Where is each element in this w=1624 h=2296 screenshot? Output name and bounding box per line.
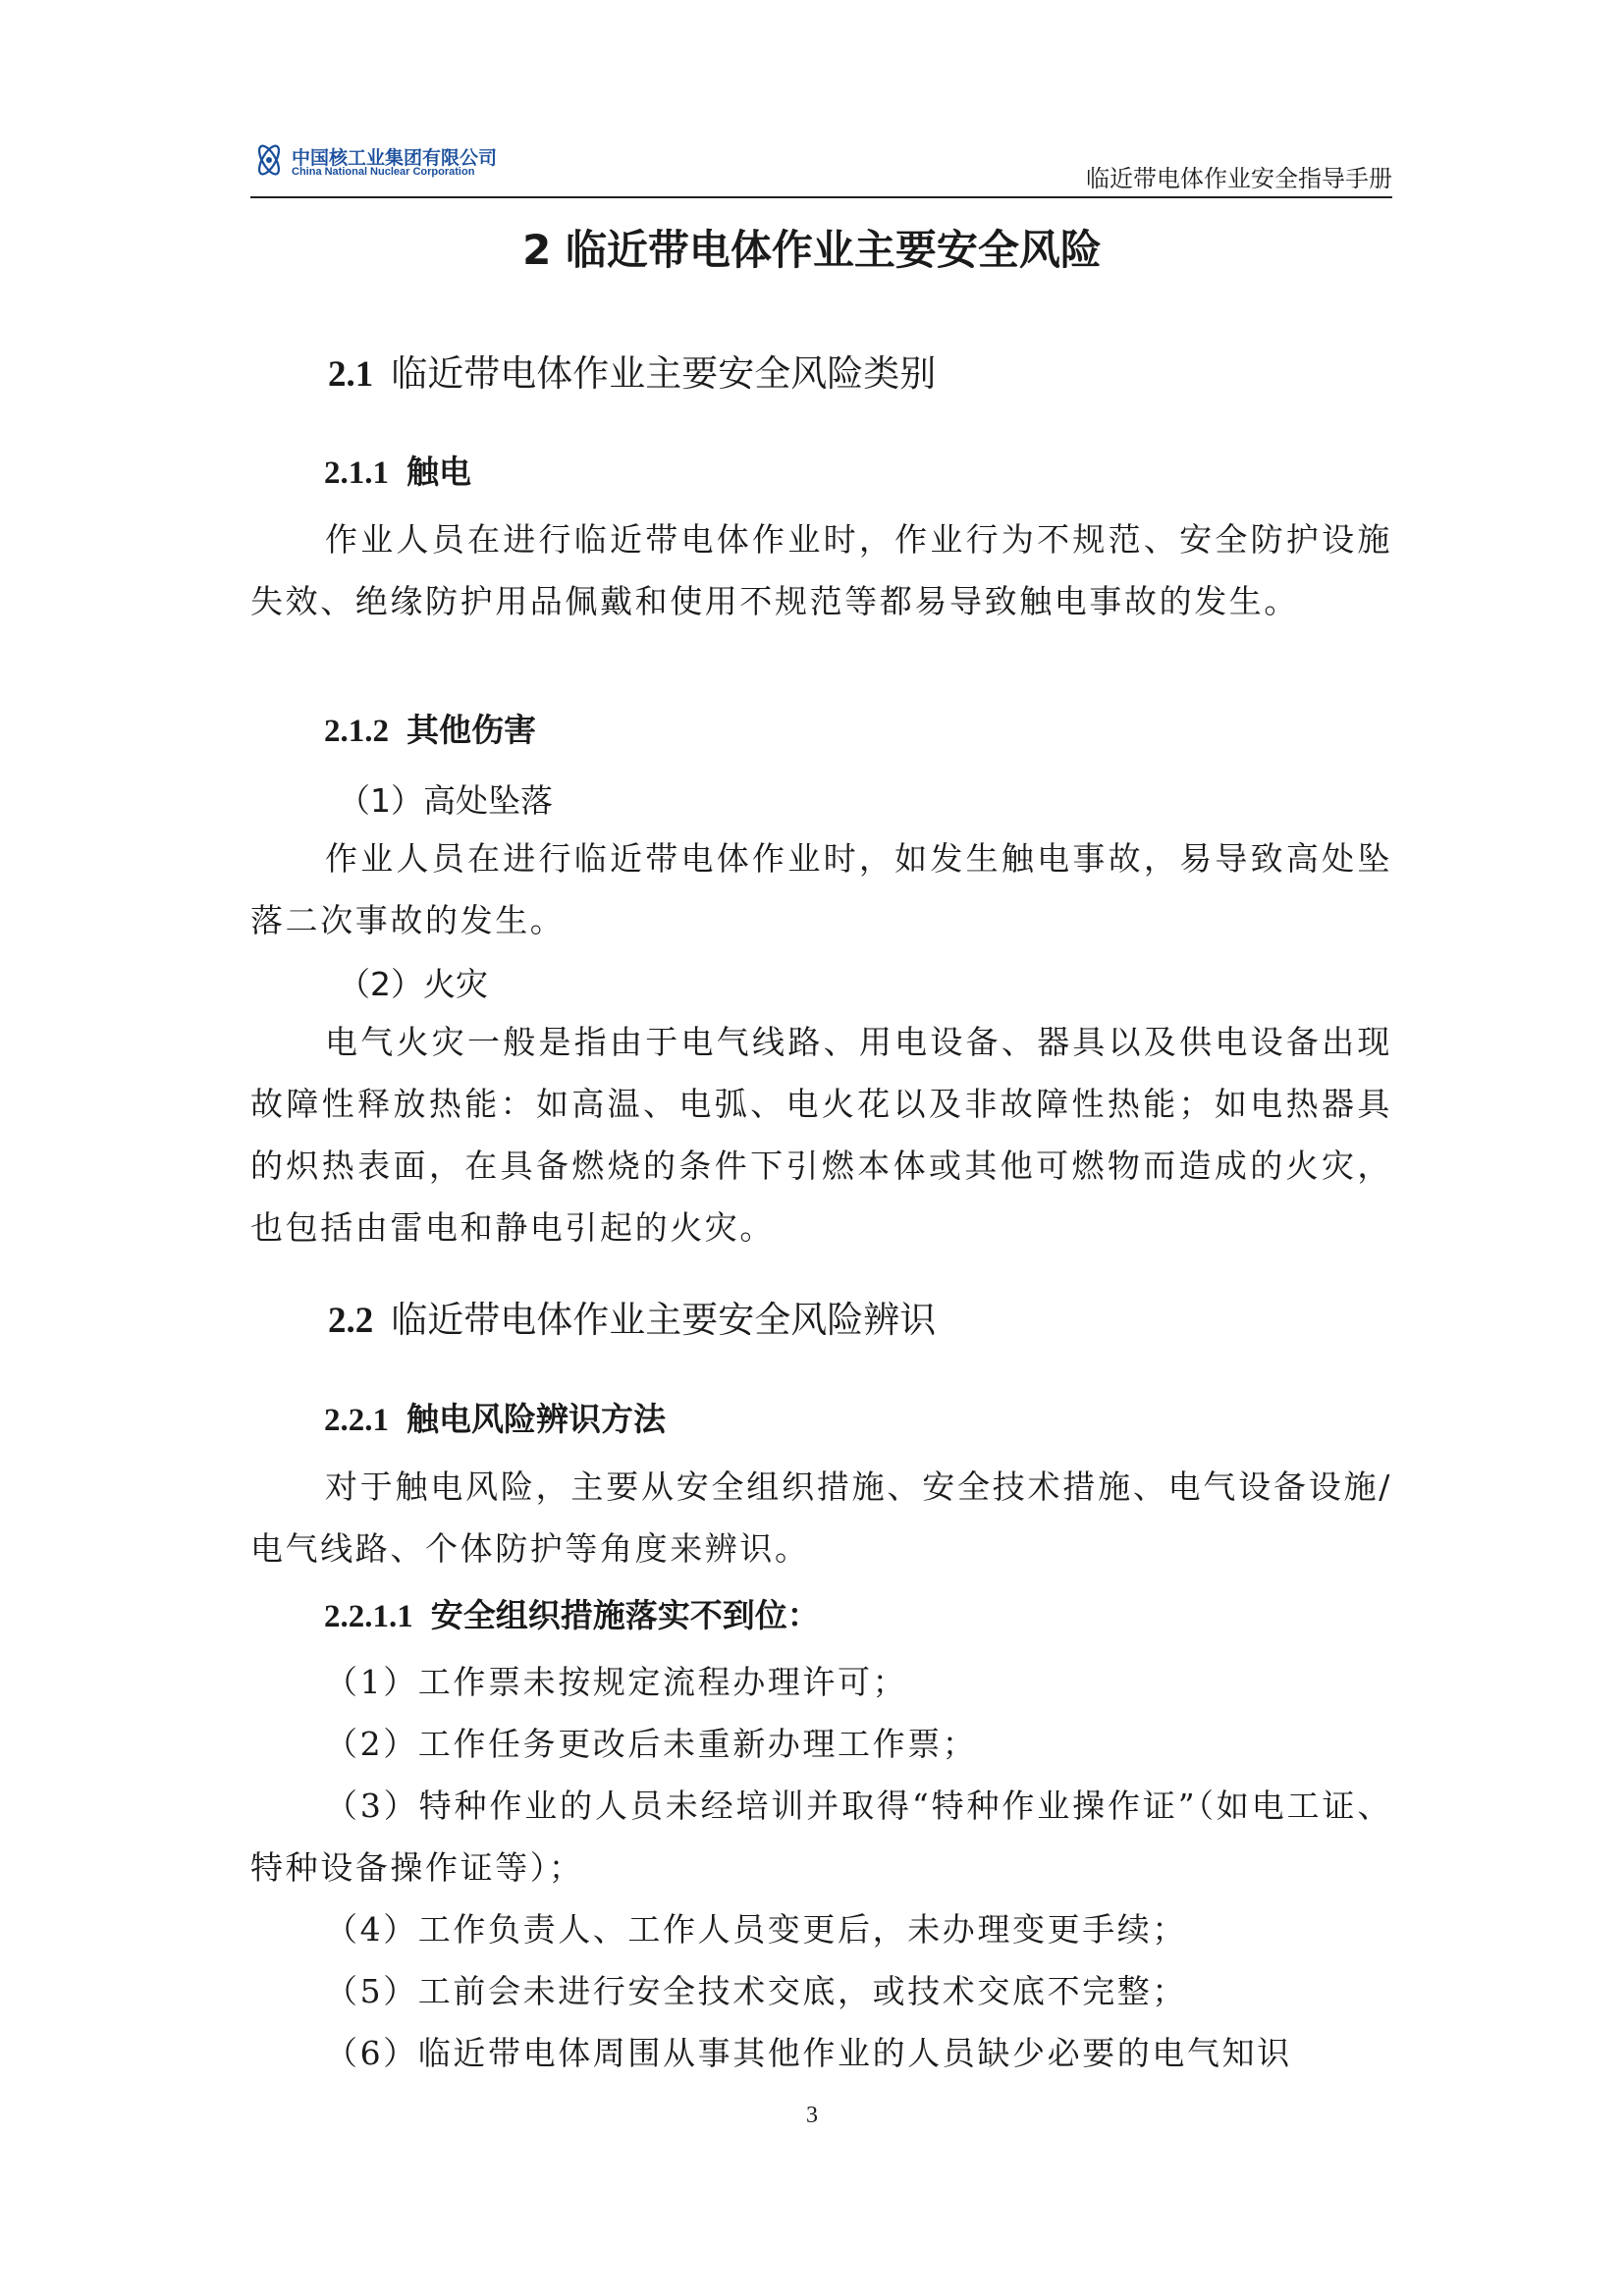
- logo-chinese-name: 中国核工业集团有限公司: [292, 147, 498, 169]
- section-title: 触电: [406, 453, 471, 491]
- section-number: 2.1.1: [324, 455, 389, 491]
- section-title: 触电风险辨识方法: [406, 1400, 666, 1438]
- chapter-title: 2 临近带电体作业主要安全风险: [522, 226, 1102, 274]
- list-item: （1）工作票未按规定流程办理许可；: [325, 1663, 908, 1701]
- atom-logo-icon: [250, 141, 288, 179]
- paragraph-fire: 电气火灾一般是指由于电气线路、用电设备、器具以及供电设备出现故障性释放热能：如高温、电弧、电火花以及非故障性热能；如电热器具的炽热表面，在具备燃烧的条件下引燃本体或其他可燃物而造成的火灾，也包括由雷电和静电引起的火灾。: [250, 1023, 1392, 1247]
- subheading-fire: （2）火灾: [338, 965, 488, 1003]
- section-number: 2.1: [328, 354, 374, 395]
- section-heading-2-2-1: [324, 1394, 666, 1440]
- section-heading-2-1-2: [324, 705, 536, 751]
- section-number: 2.2.1: [324, 1403, 389, 1438]
- paragraph-identification-method: 对于触电风险，主要从安全组织措施、安全技术措施、电气设备设施/电气线路、个体防护等角度来辨识。: [250, 1468, 1392, 1568]
- list-item: （4）工作负责人、工作人员变更后，未办理变更手续；: [325, 1910, 1187, 1949]
- paragraph-fall-from-height: 作业人员在进行临近带电体作业时，如发生触电事故，易导致高处坠落二次事故的发生。: [250, 839, 1392, 939]
- subheading-fall-from-height: （1）高处坠落: [338, 781, 553, 820]
- section-heading-2-1-1: [324, 447, 471, 493]
- page-number: 3: [806, 2103, 818, 2128]
- section-heading-2-1: [328, 344, 936, 397]
- list-item: （6）临近带电体周围从事其他作业的人员缺少必要的电气知识: [325, 2034, 1292, 2072]
- manual-title: 临近带电体作业安全指导手册: [1086, 165, 1392, 192]
- section-number: 2.2: [328, 1301, 374, 1341]
- cnnc-logo: [250, 139, 506, 183]
- section-number: 2.1.2: [324, 714, 389, 749]
- section-number: 2.2.1.1: [324, 1599, 413, 1634]
- paragraph-electric-shock: 作业人员在进行临近带电体作业时，作业行为不规范、安全防护设施失效、绝缘防护用品佩戴和使用不规范等都易导致触电事故的发生。: [250, 520, 1392, 620]
- section-title: 临近带电体作业主要安全风险类别: [391, 352, 937, 395]
- list-item: （3）特种作业的人员未经培训并取得“特种作业操作证”（如电工证、特种设备操作证等）；: [250, 1787, 1392, 1887]
- section-title: 临近带电体作业主要安全风险辨识: [391, 1299, 937, 1341]
- section-heading-2-2-1-1: [324, 1590, 820, 1636]
- section-title: 其他伤害: [406, 711, 536, 749]
- list-item: （5）工前会未进行安全技术交底，或技术交底不完整；: [325, 1972, 1187, 2010]
- header-divider: [250, 196, 1392, 198]
- list-item: （2）工作任务更改后未重新办理工作票；: [325, 1725, 978, 1763]
- logo-english-name: China National Nuclear Corporation: [292, 166, 475, 178]
- section-title: 安全组织措施落实不到位：: [430, 1596, 820, 1634]
- section-heading-2-2: [328, 1290, 936, 1343]
- page-header: [250, 139, 1392, 200]
